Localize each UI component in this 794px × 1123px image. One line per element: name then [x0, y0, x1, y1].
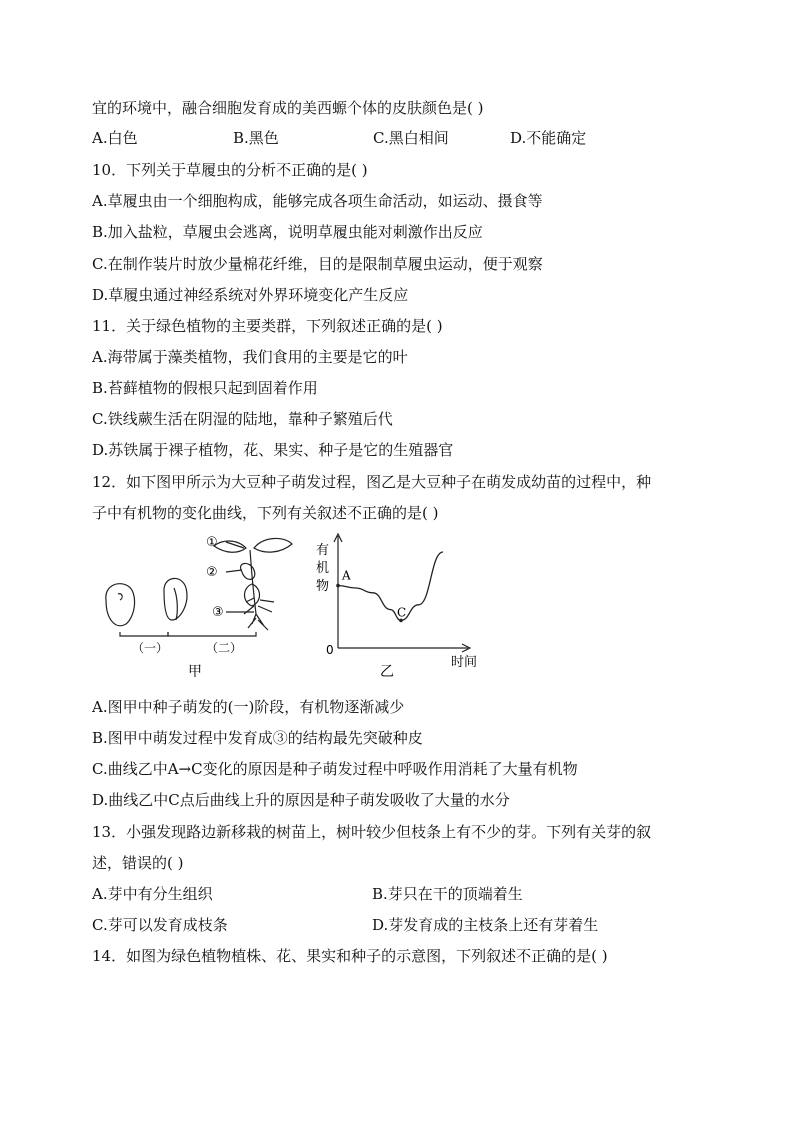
q13-option-d: D.芽发育成的主枝条上还有芽着生: [372, 916, 599, 934]
seedling-roots: [244, 598, 274, 630]
marker-2-label: ②: [206, 565, 218, 580]
q10-option-c: C.在制作装片时放少量棉花纤维，目的是限制草履虫运动，便于观察: [92, 255, 543, 273]
q11-option-c: C.铁线蕨生活在阴湿的陆地，靠种子繁殖后代: [92, 410, 393, 428]
origin-label: 0: [326, 643, 334, 657]
q13-stem-line-2: 述，错误的( ): [92, 854, 184, 872]
y-label-char-1: 有: [316, 543, 330, 558]
q12-figure: [96, 528, 496, 688]
seedling-seed-body: [245, 584, 260, 606]
q11-option-d: D.苏铁属于裸子植物，花、果实、种子是它的生殖器官: [92, 441, 454, 459]
q11-option-b: B.苔藓植物的假根只起到固着作用: [92, 379, 318, 397]
stage-2-label: （二）: [206, 641, 243, 655]
q12-option-d: D.曲线乙中C点后曲线上升的原因是种子萌发吸收了大量的水分: [92, 791, 510, 809]
marker-1-label: ①: [206, 535, 218, 550]
q9-option-a: A.白色: [92, 129, 138, 147]
q13-option-a: A.芽中有分生组织: [92, 885, 213, 903]
seed-stage-1-drawing: [106, 584, 135, 626]
seed-stage-1-hilum: [118, 594, 122, 600]
q9-option-b: B.黑色: [233, 129, 279, 147]
figure-jia: [106, 538, 292, 636]
seedling-leaves: [214, 538, 292, 552]
stage-1-brace: [120, 632, 168, 636]
curve-point-c-label: C: [397, 605, 407, 620]
q10-stem: 10．下列关于草履虫的分析不正确的是( ): [92, 161, 368, 179]
q9-option-d: D.不能确定: [510, 129, 587, 147]
q10-option-b: B.加入盐粒，草履虫会逃离，说明草履虫能对刺激作出反应: [92, 223, 483, 241]
q14-stem: 14．如图为绿色植物植株、花、果实和种子的示意图，下列叙述不正确的是( ): [92, 947, 608, 965]
q9-continuation: 宜的环境中，融合细胞发育成的美西螈个体的皮肤颜色是( ): [92, 99, 484, 117]
marker-2-leader: [226, 570, 242, 572]
q12-stem-line-2: 子中有机物的变化曲线，下列有关叙述不正确的是( ): [92, 504, 439, 522]
seed-stage-2-drawing: [164, 578, 187, 620]
seed-stage-2-radicle: [174, 588, 177, 620]
y-label-char-2: 机: [316, 561, 330, 576]
q13-option-b: B.芽只在干的顶端着生: [372, 885, 523, 903]
q13-stem-line-1: 13．小强发现路边新移栽的树苗上，树叶较少但枝条上有不少的芽。下列有关芽的叙: [92, 823, 652, 841]
figure-jia-caption: 甲: [188, 664, 202, 680]
curve-point-a: [336, 584, 340, 588]
q12-stem-line-1: 12．如下图甲所示为大豆种子萌发过程，图乙是大豆种子在萌发成幼苗的过程中，种: [92, 473, 652, 491]
figure-yi-caption: 乙: [380, 664, 394, 680]
q10-option-a: A.草履虫由一个细胞构成，能够完成各项生命活动，如运动、摄食等: [92, 192, 543, 210]
q11-option-a: A.海带属于藻类植物，我们食用的主要是它的叶: [92, 348, 408, 366]
q13-option-c: C.芽可以发育成枝条: [92, 916, 228, 934]
figure-yi: [334, 534, 470, 652]
stage-1-label: （一）: [132, 641, 169, 655]
stage-2-brace: [168, 632, 256, 636]
q12-option-b: B.图甲中萌发过程中发育成③的结构最先突破种皮: [92, 729, 423, 747]
x-axis-label: 时间: [451, 655, 478, 670]
q9-option-c: C.黑白相间: [373, 129, 449, 147]
q12-option-c: C.曲线乙中A→C变化的原因是种子萌发过程中呼吸作用消耗了大量有机物: [92, 760, 578, 778]
q10-option-d: D.草履虫通过神经系统对外界环境变化产生反应: [92, 286, 409, 304]
y-label-char-3: 物: [316, 579, 330, 594]
marker-3-label: ③: [212, 605, 224, 620]
curve-point-a-label: A: [342, 568, 351, 583]
q12-option-a: A.图甲中种子萌发的(一)阶段，有机物逐渐减少: [92, 698, 405, 716]
organic-matter-curve: [338, 552, 443, 620]
q11-stem: 11．关于绿色植物的主要类群，下列叙述正确的是( ): [92, 317, 443, 335]
